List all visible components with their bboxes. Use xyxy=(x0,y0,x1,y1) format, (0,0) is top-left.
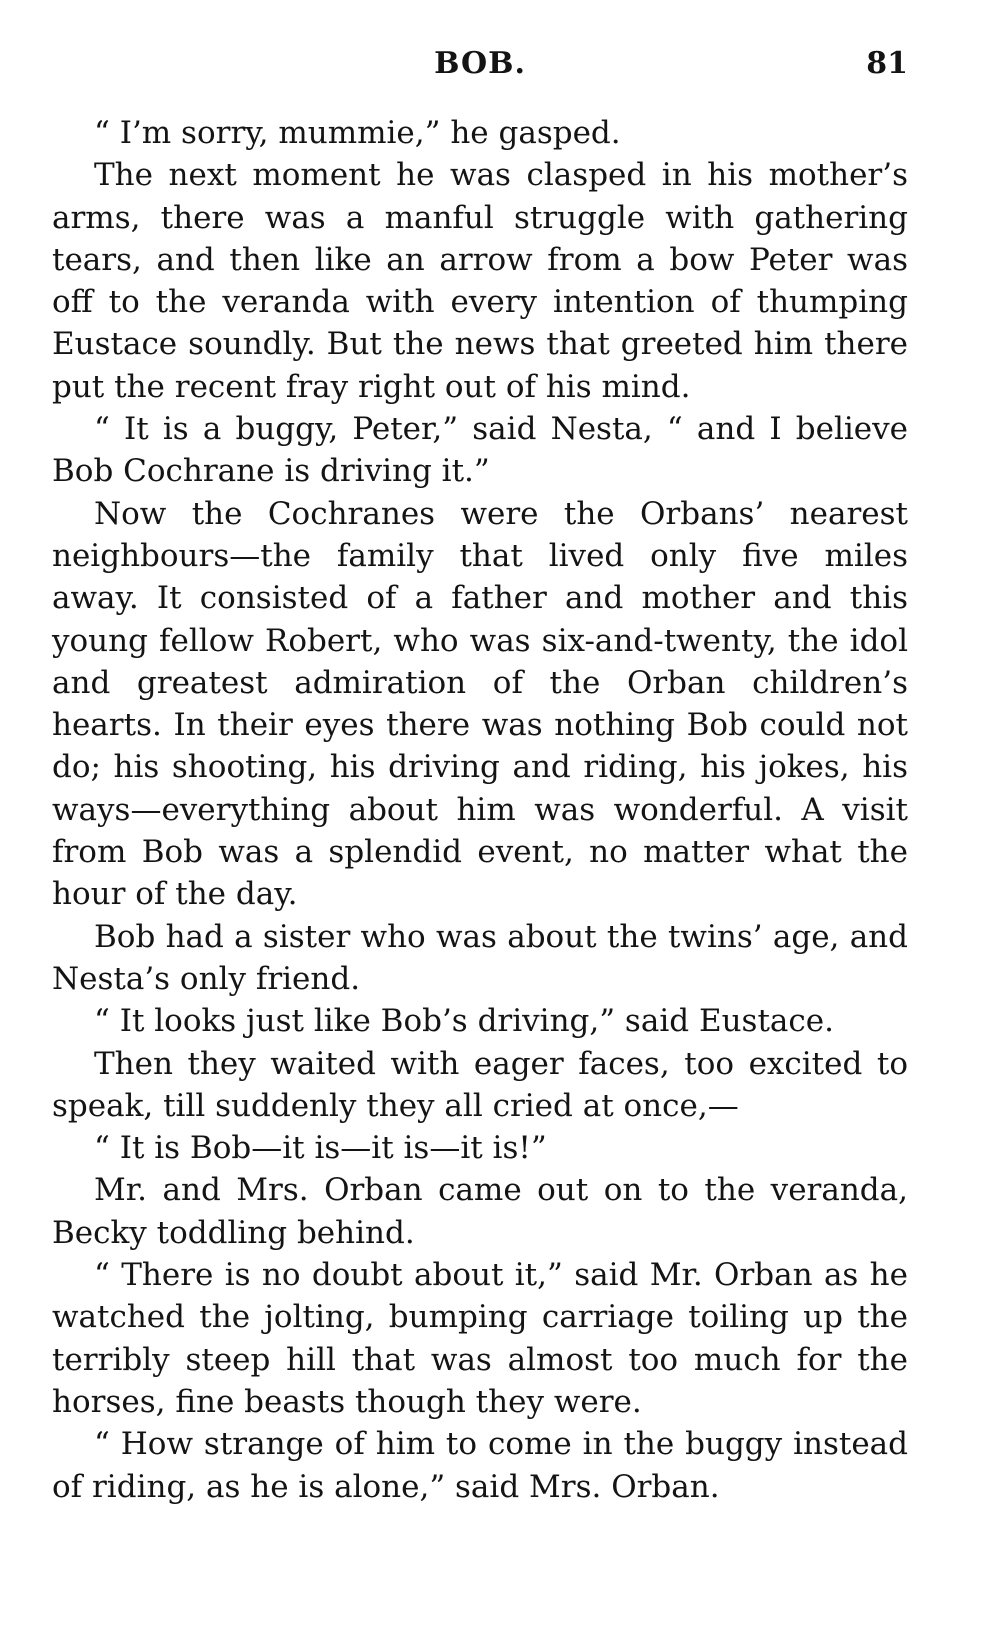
body-text xyxy=(52,112,908,1508)
paragraph: Then they waited with eager faces, too excited to speak, till suddenly they all cried at once,— xyxy=(52,1045,908,1124)
paragraph: Bob had a sister who was about the twins’ age, and Nesta’s only friend. xyxy=(52,918,908,997)
paragraph: Now the Cochranes were the Orbans’ nearest neighbours—the family that lived only five miles away. It consisted of a father and mother and this young fellow Robert, who was six-and-twenty, the idol and greatest admiration of the Orban children’s hearts. In their eyes there was nothing Bob could not do; his shooting, his driving and riding, his jokes, his ways—everything about him was wonderful. A visit from Bob was a splendid event, no matter what the hour of the day. xyxy=(52,495,908,913)
paragraph: “ I’m sorry, mummie,” he gasped. xyxy=(94,115,621,151)
running-head xyxy=(52,46,908,88)
page-number: 81 xyxy=(866,46,908,81)
paragraph: “ It is a buggy, Peter,” said Nesta, “ and I believe Bob Cochrane is driving it.” xyxy=(52,411,908,490)
running-title: BOB. xyxy=(434,46,526,81)
paragraph: “ There is no doubt about it,” said Mr. Orban as he watched the jolting, bumping carriage toiling up the terribly steep hill that was almost too much for the horses, fine beasts though they were. xyxy=(52,1257,908,1420)
paragraph: Mr. and Mrs. Orban came out on to the veranda, Becky toddling behind. xyxy=(52,1172,908,1251)
paragraph: The next moment he was clasped in his mother’s arms, there was a manful struggle with gathering tears, and then like an arrow from a bow Peter was off to the veranda with every intention of thumping Eustace soundly. But the news that greeted him there put the recent fray right out of his mind. xyxy=(52,157,908,405)
paragraph: “ It is Bob—it is—it is—it is!” xyxy=(94,1130,547,1167)
paragraph: “ It looks just like Bob’s driving,” said Eustace. xyxy=(94,1003,834,1040)
paragraph: “ How strange of him to come in the buggy instead of riding, as he is alone,” said Mrs. Orban. xyxy=(52,1426,908,1505)
